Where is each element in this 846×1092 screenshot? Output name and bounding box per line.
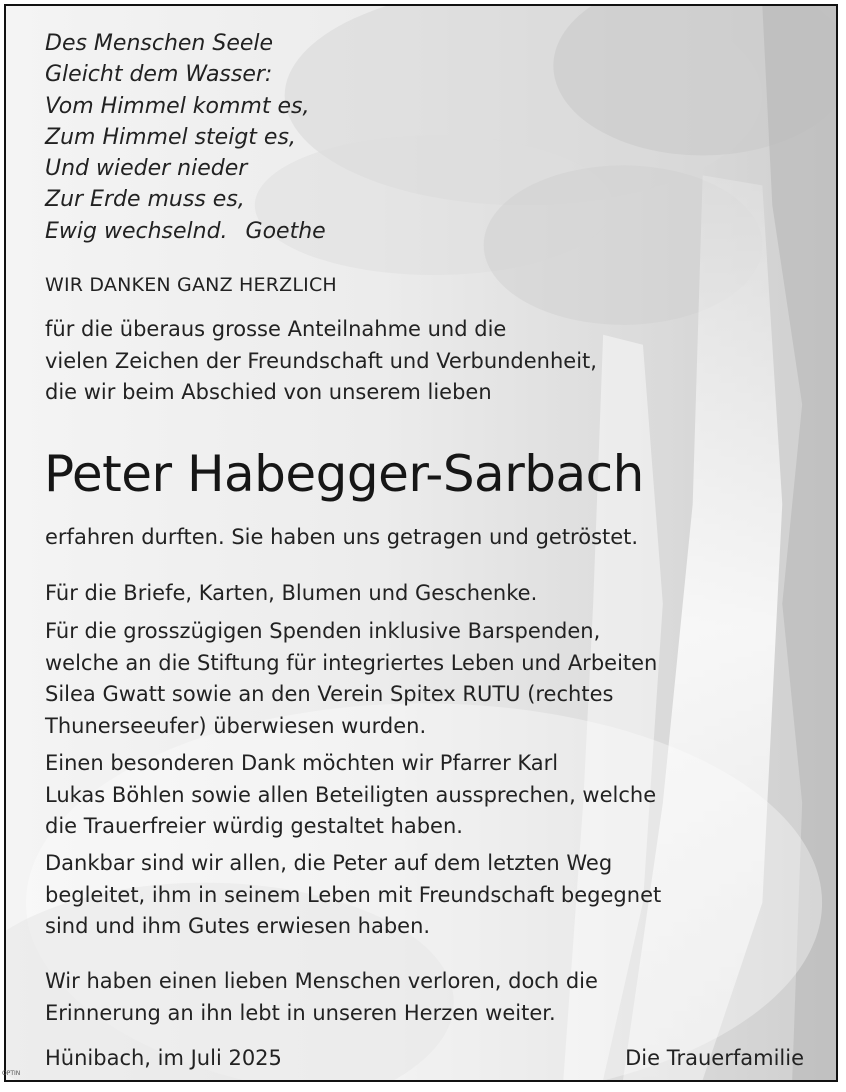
intro-line: die wir beim Abschied von unserem lieben <box>45 380 492 404</box>
thanks-all-line: begleitet, ihm in seinem Leben mit Freundschaft begegnet <box>45 882 662 907</box>
closing <box>45 966 598 1029</box>
closing-line: Erinnerung an ihn lebt in unseren Herzen weiter. <box>45 1000 556 1025</box>
thanks-all-line: Dankbar sind wir allen, die Peter auf dem letzten Weg <box>45 851 613 875</box>
poem-line: Vom Himmel kommt es, <box>45 93 310 119</box>
poem <box>45 28 326 247</box>
intro-line: für die überaus grosse Anteilnahme und die <box>45 317 507 341</box>
obituary-notice <box>4 4 838 1082</box>
pastor-line: die Trauerfreier würdig gestaltet haben. <box>45 814 463 838</box>
thanks-letters <box>45 578 537 610</box>
deceased-name: Peter Habegger-Sarbach <box>44 445 644 503</box>
after-name-line: erfahren durften. Sie haben uns getragen und getröstet. <box>45 525 639 549</box>
poem-line: Zum Himmel steigt es, <box>45 124 296 150</box>
after-name-text <box>45 522 638 554</box>
intro-line: vielen Zeichen der Freundschaft und Verbundenheit, <box>45 348 597 373</box>
poem-line: Ewig wechselnd. <box>45 218 228 244</box>
place-date: Hünibach, im Juli 2025 <box>45 1046 282 1070</box>
thanks-heading: WIR DANKEN GANZ HERZLICH <box>45 274 337 296</box>
poem-line: Zur Erde muss es, <box>45 187 245 213</box>
thanks-letters-line: Für die Briefe, Karten, Blumen und Geschenke. <box>45 581 538 605</box>
donations-line: Silea Gwatt sowie an den Verein Spitex RUTU (rechtes <box>45 682 614 706</box>
signature: Die Trauerfamilie <box>625 1046 804 1070</box>
thanks-all <box>45 848 661 943</box>
thanks-donations <box>45 616 657 742</box>
donations-line: Für die grosszügigen Spenden inklusive Barspenden, <box>45 619 601 643</box>
donations-line: Thunerseeufer) überwiesen wurden. <box>45 713 427 738</box>
thanks-pastor <box>45 748 656 843</box>
poem-line: Gleicht dem Wasser: <box>45 62 273 88</box>
closing-line: Wir haben einen lieben Menschen verloren, doch die <box>45 969 598 993</box>
poem-line-last <box>45 216 326 247</box>
poem-line: Und wieder nieder <box>45 156 248 182</box>
thanks-all-line: sind und ihm Gutes erwiesen haben. <box>45 914 431 938</box>
intro-paragraph <box>45 314 597 409</box>
pastor-line: Lukas Böhlen sowie allen Beteiligten aussprechen, welche <box>45 782 657 807</box>
pastor-line: Einen besonderen Dank möchten wir Pfarrer Karl <box>45 751 559 775</box>
poem-author: Goethe <box>245 218 326 244</box>
donations-line: welche an die Stiftung für integriertes Leben und Arbeiten <box>45 650 658 675</box>
poem-line: Des Menschen Seele <box>45 31 274 56</box>
print-code: OPTIN <box>2 1070 21 1077</box>
